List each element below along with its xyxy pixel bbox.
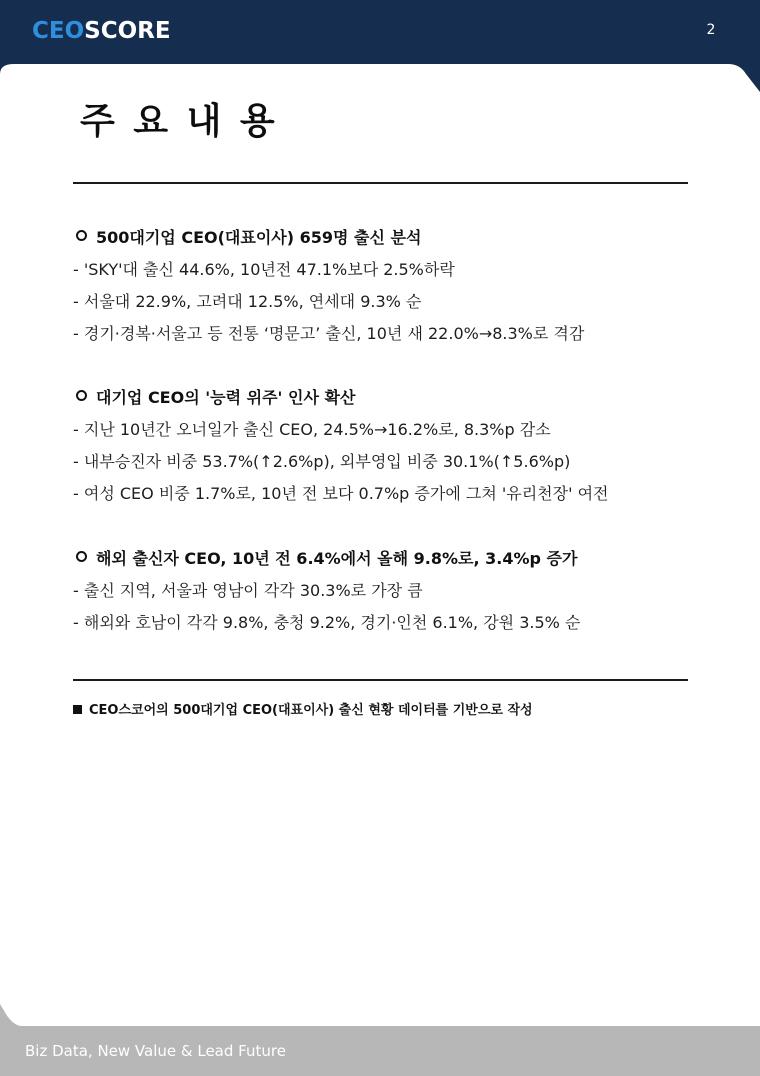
footer-corner-decoration [0,1004,30,1028]
section-heading-text: 대기업 CEO의 '능력 위주' 인사 확산 [96,388,356,407]
circle-bullet-icon [76,551,87,562]
circle-bullet-icon [76,390,87,401]
ceoscore-logo [32,16,171,46]
section-heading-text: 500대기업 CEO(대표이사) 659명 출신 분석 [96,228,422,247]
header-curve-decoration [0,64,760,92]
section-heading [73,382,688,414]
section-heading [73,543,688,575]
section-overseas-ceo [73,543,688,639]
bottom-divider [73,679,688,681]
header-bar [0,0,760,64]
page-title: 주 요 내 용 [80,101,278,142]
logo-score-text: SCORE [84,18,171,44]
list-item: - 내부승진자 비중 53.7%(↑2.6%p), 외부영입 비중 30.1%(↑5.6%p) [73,452,571,471]
logo-ceo-text: CEO [32,18,85,44]
title-divider [73,182,688,184]
section-heading-text: 해외 출신자 CEO, 10년 전 6.4%에서 올해 9.8%로, 3.4%p 증가 [96,549,578,568]
square-bullet-icon [73,705,82,714]
list-item: - 여성 CEO 비중 1.7%로, 10년 전 보다 0.7%p 증가에 그쳐 '유리천장' 여전 [73,484,609,503]
section-heading [73,222,688,254]
page-number: 2 [706,22,716,38]
list-item: - 경기·경복·서울고 등 전통 ‘명문고’ 출신, 10년 새 22.0%→8.3%로 격감 [73,324,585,343]
list-item: - 지난 10년간 오너일가 출신 CEO, 24.5%→16.2%로, 8.3%p 감소 [73,420,551,439]
section-ceo-origin [73,222,688,350]
source-note [73,700,688,722]
list-item: - 해외와 호남이 각각 9.8%, 충청 9.2%, 경기·인천 6.1%, 강원 3.5% 순 [73,613,581,632]
circle-bullet-icon [76,230,87,241]
list-item: - 서울대 22.9%, 고려대 12.5%, 연세대 9.3% 순 [73,292,422,311]
list-item: - 출신 지역, 서울과 영남이 각각 30.3%로 가장 큼 [73,581,423,600]
section-merit-appointment [73,382,688,510]
list-item: - 'SKY'대 출신 44.6%, 10년전 47.1%보다 2.5%하락 [73,260,455,279]
source-note-text: CEO스코어의 500대기업 CEO(대표이사) 출신 현황 데이터를 기반으로 작성 [89,703,533,718]
footer-tagline: Biz Data, New Value & Lead Future [25,1042,286,1060]
